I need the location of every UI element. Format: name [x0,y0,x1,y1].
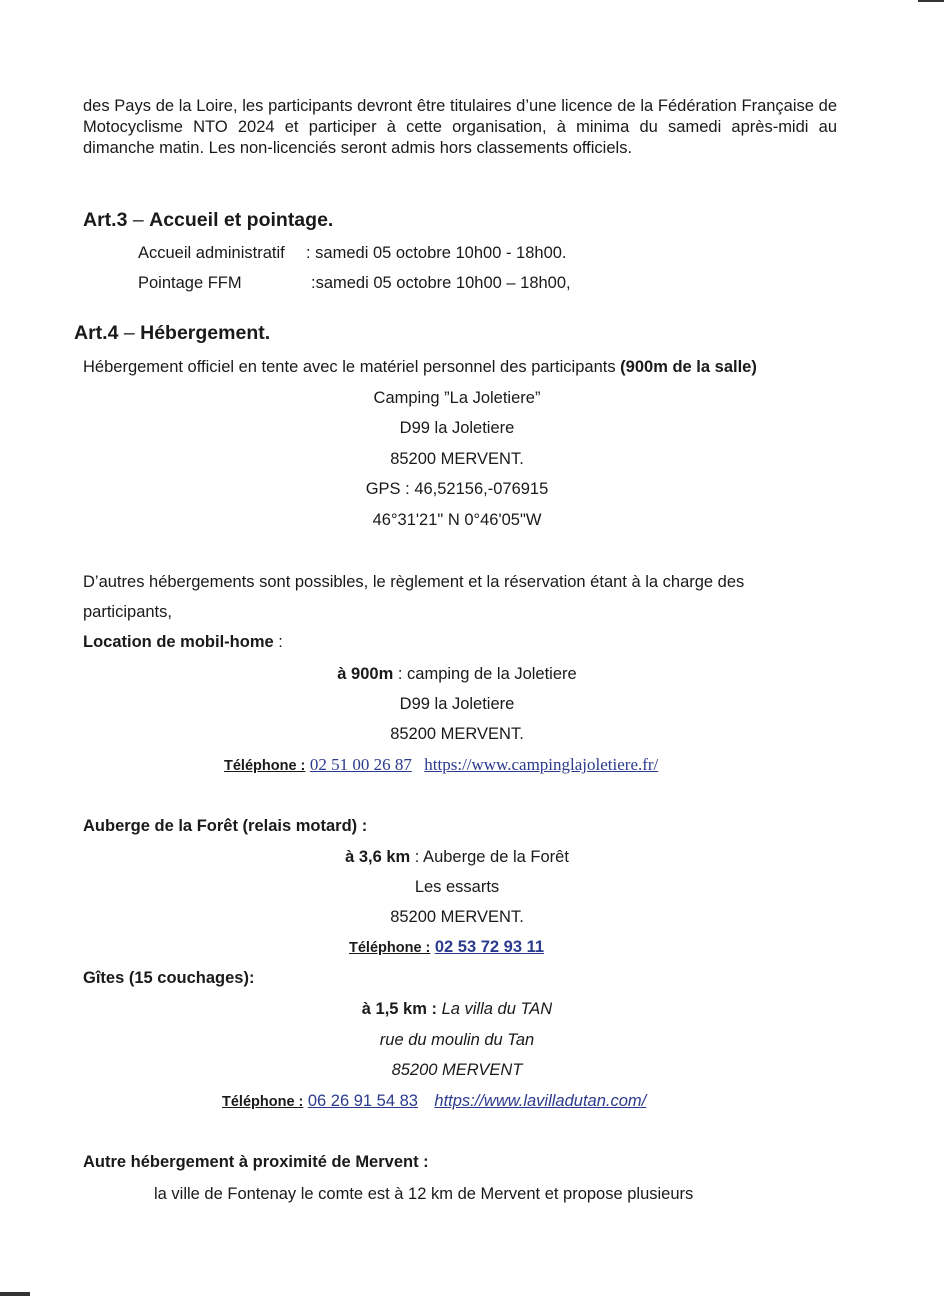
gites-tel-label: Téléphone : [222,1094,304,1110]
art3-dash: – [127,209,150,231]
autre-heading: Autre hébergement à proximité de Mervent : [83,1153,429,1171]
camping-city: 85200 MERVENT. [390,450,524,468]
mobilhome-phone-link[interactable]: 02 51 00 26 87 [309,755,412,774]
mobilhome-heading-colon: : [273,633,283,651]
others-text-line2: participants, [83,603,172,621]
mobilhome-website-link[interactable]: https://www.campinglajoletiere.fr/ [424,755,659,774]
art4-heading [74,322,270,345]
mobilhome-line1 [0,665,929,684]
camping-address: D99 la Joletiere [399,419,515,437]
gites-distance: à 1,5 km : [361,1000,437,1018]
intro-paragraph: des Pays de la Loire, les participants devront être titulaires d’une licence de la Fédération Française de Motocyclisme NTO 2024 et participer à cette organisation, à minima du samedi après-midi au dimanche matin. Les non-licenciés seront admis hors classements officiels. [83,97,837,157]
art3-row-pointage-label: Pointage FFM [138,274,242,292]
art4-dash: – [118,322,141,344]
auberge-distance: à 3,6 km [345,848,411,866]
art3-row-pointage-value: :samedi 05 octobre 10h00 – 18h00, [311,274,571,292]
auberge-tel-label: Téléphone : [349,940,431,956]
camping-coordinates: 46°31'21" N 0°46'05"W [372,511,542,529]
mobilhome-name: : camping de la Joletiere [393,665,577,683]
others-text-line1: D’autres hébergements sont possibles, le règlement et la réservation étant à la charge des [83,573,745,591]
gites-contact [222,1092,646,1111]
gites-address: rue du moulin du Tan [379,1031,535,1049]
mobilhome-heading [83,633,283,652]
art3-row-accueil-value: : samedi 05 octobre 10h00 - 18h00. [306,244,567,262]
gites-phone-link[interactable]: 06 26 91 54 83 [307,1092,418,1110]
gites-heading: Gîtes (15 couchages): [83,969,255,987]
auberge-city: 85200 MERVENT. [390,908,524,926]
art3-title: Accueil et pointage. [149,209,334,231]
art3-heading [83,209,333,232]
camping-name: Camping ”La Joletiere” [373,389,541,407]
mobilhome-contact [224,755,658,775]
auberge-locality: Les essarts [414,878,500,896]
scan-mark-top-right [918,0,944,2]
art3-number: Art.3 [83,209,128,231]
art4-intro [83,358,757,377]
autre-text: la ville de Fontenay le comte est à 12 km de Mervent et propose plusieurs [154,1185,694,1203]
art4-title: Hébergement. [140,322,271,344]
art4-intro-text: Hébergement officiel en tente avec le matériel personnel des participants [83,358,621,376]
gites-city: 85200 MERVENT [391,1061,523,1079]
scan-mark-bottom-left [0,1292,30,1296]
mobilhome-heading-label: Location de mobil-home [83,633,274,651]
art3-row-accueil-label: Accueil administratif [138,244,285,262]
auberge-phone-link[interactable]: 02 53 72 93 11 [434,938,545,956]
gites-name: La villa du TAN [436,1000,553,1018]
camping-gps: GPS : 46,52156,-076915 [365,480,549,498]
auberge-name: : Auberge de la Forêt [410,848,569,866]
auberge-contact [349,938,544,957]
gites-website-link[interactable]: https://www.lavilladutan.com/ [434,1092,647,1110]
mobilhome-city: 85200 MERVENT. [390,725,524,743]
gites-line1 [0,1000,929,1019]
mobilhome-distance: à 900m [337,665,394,683]
auberge-heading: Auberge de la Forêt (relais motard) : [83,817,368,835]
mobilhome-tel-label: Téléphone : [224,758,306,774]
auberge-line1 [0,848,929,867]
art4-number: Art.4 [74,322,119,344]
art4-intro-distance: (900m de la salle) [620,358,757,376]
mobilhome-address: D99 la Joletiere [399,695,515,713]
